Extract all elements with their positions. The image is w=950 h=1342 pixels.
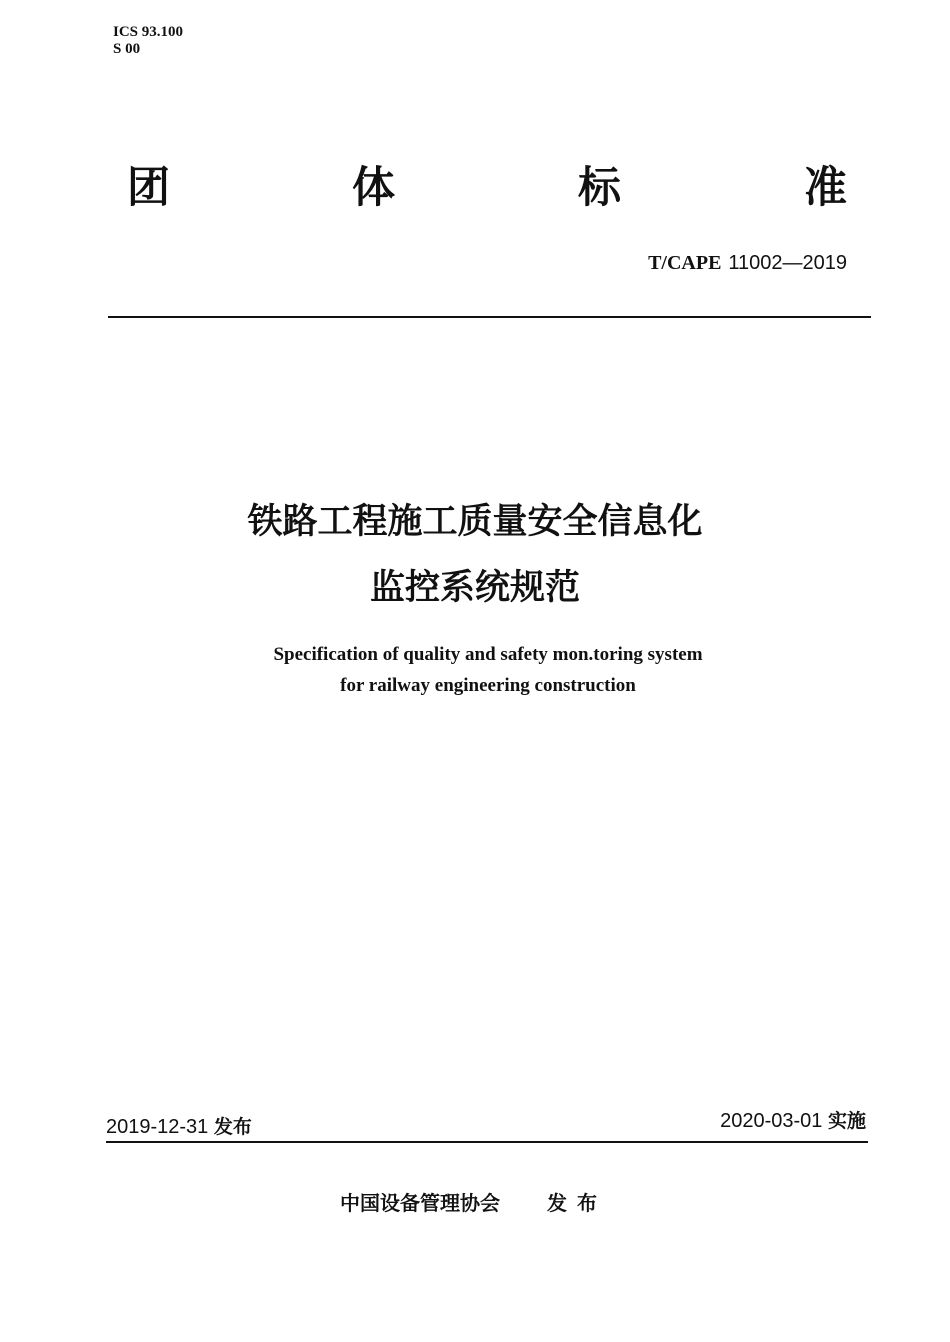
publisher-name: 中国设备管理协会 [340, 1191, 500, 1215]
standard-type-char: 准 [804, 163, 847, 213]
issue-date-label: 发布 [213, 1116, 252, 1138]
classification-codes [113, 24, 183, 58]
standard-type [0, 160, 950, 220]
implement-date-label: 实施 [827, 1110, 866, 1132]
header-divider [108, 316, 871, 318]
title-cn-line1: 铁路工程施工质量安全信息化 [247, 502, 703, 542]
standard-type-char: 体 [352, 163, 395, 213]
standard-number-value: 11002—2019 [728, 252, 847, 274]
issue-date-value: 2019-12-31 [106, 1116, 209, 1138]
title-cn-line2: 监控系统规范 [369, 568, 580, 608]
standard-type-char: 标 [578, 163, 621, 213]
ccs-code: S 00 [113, 41, 141, 57]
implement-date-value: 2020-03-01 [720, 1110, 823, 1132]
standard-number [648, 250, 847, 275]
standard-number-prefix: T/CAPE [648, 252, 722, 274]
implement-date [720, 1106, 866, 1133]
title-en-line1: Specification of quality and safety mon.toring system [273, 644, 703, 665]
ics-code: ICS 93.100 [113, 24, 184, 40]
standard-type-char: 团 [127, 163, 170, 213]
issue-date [106, 1112, 252, 1139]
publisher [340, 1187, 607, 1216]
title-en-line2: for railway engineering construction [340, 675, 636, 696]
footer-divider [106, 1141, 868, 1143]
publisher-verb: 发布 [546, 1191, 607, 1215]
